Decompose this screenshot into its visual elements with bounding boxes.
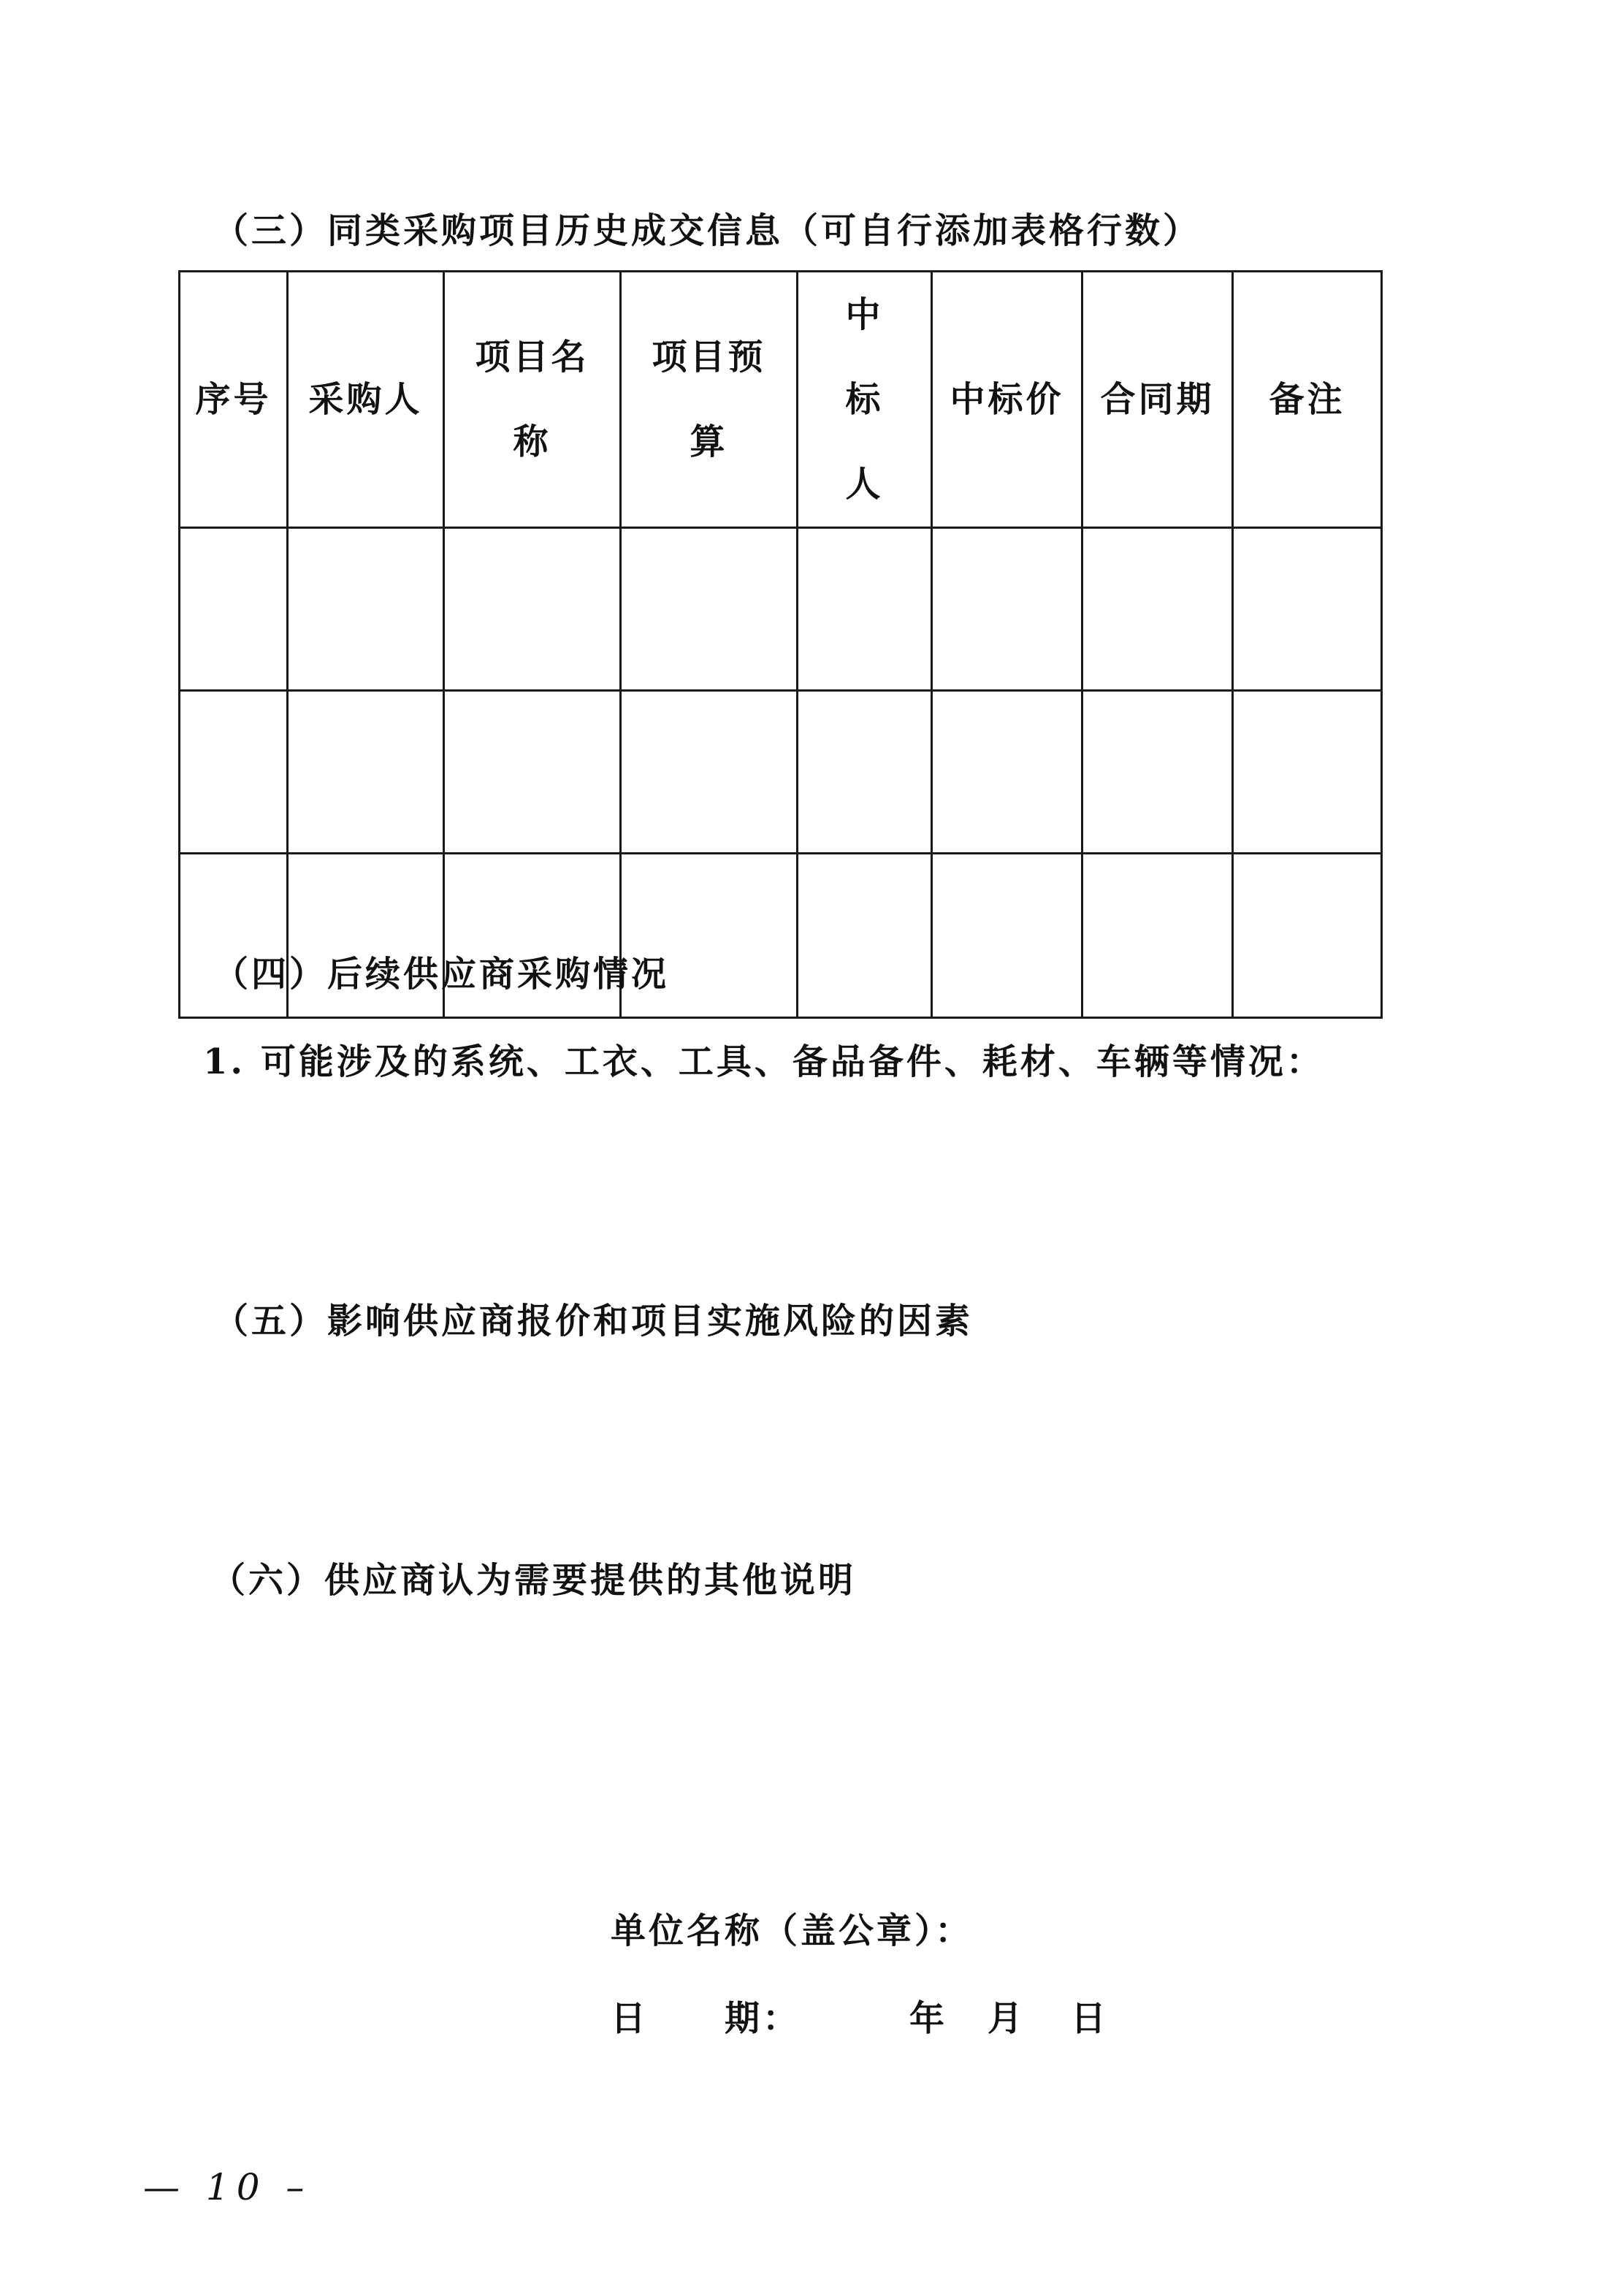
table-cell[interactable] xyxy=(1233,691,1382,854)
section-6-heading: （六）供应商认为需要提供的其他说明 xyxy=(210,1560,857,1601)
table-cell[interactable] xyxy=(1082,528,1233,691)
history-deals-table xyxy=(178,270,1383,1019)
unit-name-label: 单位名称（盖公章）： xyxy=(611,1910,974,1951)
header-winning-price: 中标价 xyxy=(932,272,1082,528)
page-number: — 10 – xyxy=(143,2166,312,2208)
header-project-budget: 项目预算 xyxy=(621,272,798,528)
table-cell[interactable] xyxy=(1233,854,1382,1018)
table-cell[interactable] xyxy=(932,528,1082,691)
header-purchaser: 采购人 xyxy=(288,272,444,528)
section-3-heading: （三）同类采购项目历史成交信息（可自行添加表格行数） xyxy=(213,210,1202,251)
table-cell[interactable] xyxy=(621,691,798,854)
table-cell[interactable] xyxy=(444,691,621,854)
table-row xyxy=(180,691,1382,854)
header-contract-period: 合同期 xyxy=(1082,272,1233,528)
table-row xyxy=(180,528,1382,691)
table-cell[interactable] xyxy=(798,691,932,854)
table-cell[interactable] xyxy=(288,528,444,691)
table-cell[interactable] xyxy=(932,691,1082,854)
header-serial-no: 序号 xyxy=(180,272,288,528)
table-cell[interactable] xyxy=(1233,528,1382,691)
date-label: 日 期： xyxy=(611,1998,801,2039)
section-4-item-1: 1. 可能涉及的系统、工衣、工具、备品备件、耗材、车辆等情况： xyxy=(203,1041,1324,1082)
table-cell[interactable] xyxy=(1082,854,1233,1018)
section-4-heading: （四）后续供应商采购情况 xyxy=(213,954,670,995)
header-project-name: 项目名称 xyxy=(444,272,621,528)
day-label: 日 xyxy=(1071,1998,1107,2039)
table-cell[interactable] xyxy=(444,528,621,691)
year-label: 年 xyxy=(909,1998,945,2039)
header-winning-bidder: 中标人 xyxy=(798,272,932,528)
header-remarks: 备注 xyxy=(1233,272,1382,528)
table-cell[interactable] xyxy=(180,691,288,854)
table-cell[interactable] xyxy=(1082,691,1233,854)
section-5-heading: （五）影响供应商报价和项目实施风险的因素 xyxy=(213,1301,974,1342)
table-cell[interactable] xyxy=(798,854,932,1018)
table-cell[interactable] xyxy=(288,691,444,854)
table-cell[interactable] xyxy=(621,528,798,691)
table-cell[interactable] xyxy=(798,528,932,691)
table-cell[interactable] xyxy=(932,854,1082,1018)
table-header-row xyxy=(180,272,1382,528)
table-cell[interactable] xyxy=(180,528,288,691)
month-label: 月 xyxy=(988,1998,1023,2039)
